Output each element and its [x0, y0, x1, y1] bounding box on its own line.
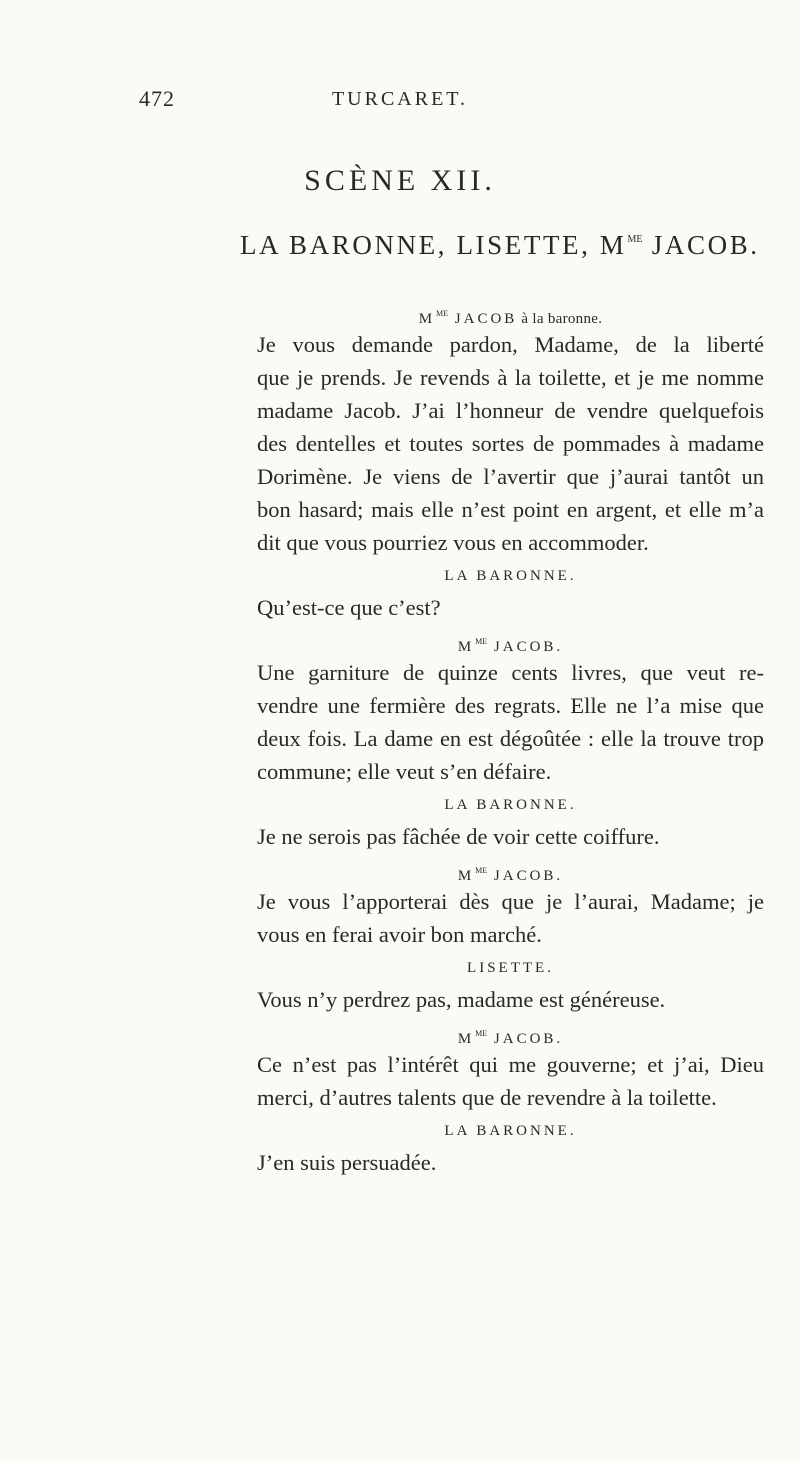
speaker-name: $M^{ME}$ JACOB. — [457, 866, 564, 884]
speech-block — [257, 859, 764, 951]
speaker-name: $M^{ME}$ JACOB à la baronne. — [418, 309, 603, 327]
speaker-name: $M^{ME}$ JACOB. — [457, 637, 564, 655]
page-number: 472 — [139, 86, 175, 111]
cast-prefix: LA BARONNE, LISETTE, M — [240, 230, 627, 260]
speaker-name: LA BARONNE. — [444, 797, 577, 813]
speech-block — [257, 565, 764, 624]
speech-text: Vous n’y perdrez pas, madame est généreuse. — [257, 987, 666, 1012]
speech-text: Une garniture de quinze cents livres, que veut re- vendre une fermière des regrats. Elle ne l’a mise que deux fois. La dame en est dégoûtée : elle la trouve trop commune; elle veut s’en défaire. — [257, 660, 764, 784]
speech-block — [257, 302, 764, 559]
speech-text: Je vous demande pardon, Madame, de la liberté que je prends. Je revends à la toilette, et je me nomme madame Jacob. J’ai l’honneur de vendre quelquefois des dentelles et toutes sortes de pommades à madame Dorimène. Je viens de l’avertir que j’aurai tantôt un bon hasard; mais elle n’est point en argent, et elle m’a dit que vous pourriez vous en accommoder. — [257, 332, 764, 555]
running-title: TURCARET. — [331, 88, 469, 110]
speech-block — [257, 794, 764, 853]
cast-list — [240, 230, 760, 261]
speech-block — [257, 957, 764, 1016]
speaker-name: LA BARONNE. — [444, 1123, 577, 1139]
cast-suffix: JACOB. — [642, 230, 760, 260]
cast-sup: ME — [627, 234, 643, 245]
speech-text: Je ne serois pas fâchée de voir cette coiffure. — [257, 824, 660, 849]
speaker-name: LISETTE. — [467, 960, 554, 976]
speech-text: Je vous l’apporterai dès que je l’aurai, Madame; je vous en ferai avoir bon marché. — [257, 889, 764, 947]
speech-block — [257, 630, 764, 788]
dialogue — [257, 300, 764, 1185]
speaker-name: $M^{ME}$ JACOB. — [457, 1029, 564, 1047]
speech-text: Qu’est-ce que c’est? — [257, 595, 441, 620]
speech-text: J’en suis persuadée. — [257, 1150, 437, 1175]
scene-title: SCÈNE XII. — [304, 164, 496, 197]
speech-block — [257, 1022, 764, 1114]
stage-direction: à la baronne. — [517, 311, 603, 327]
speaker-name: LA BARONNE. — [444, 568, 577, 584]
speech-text: Ce n’est pas l’intérêt qui me gouverne; et j’ai, Dieu merci, d’autres talents que de revendre à la toilette. — [257, 1052, 764, 1110]
speech-block — [257, 1120, 764, 1179]
